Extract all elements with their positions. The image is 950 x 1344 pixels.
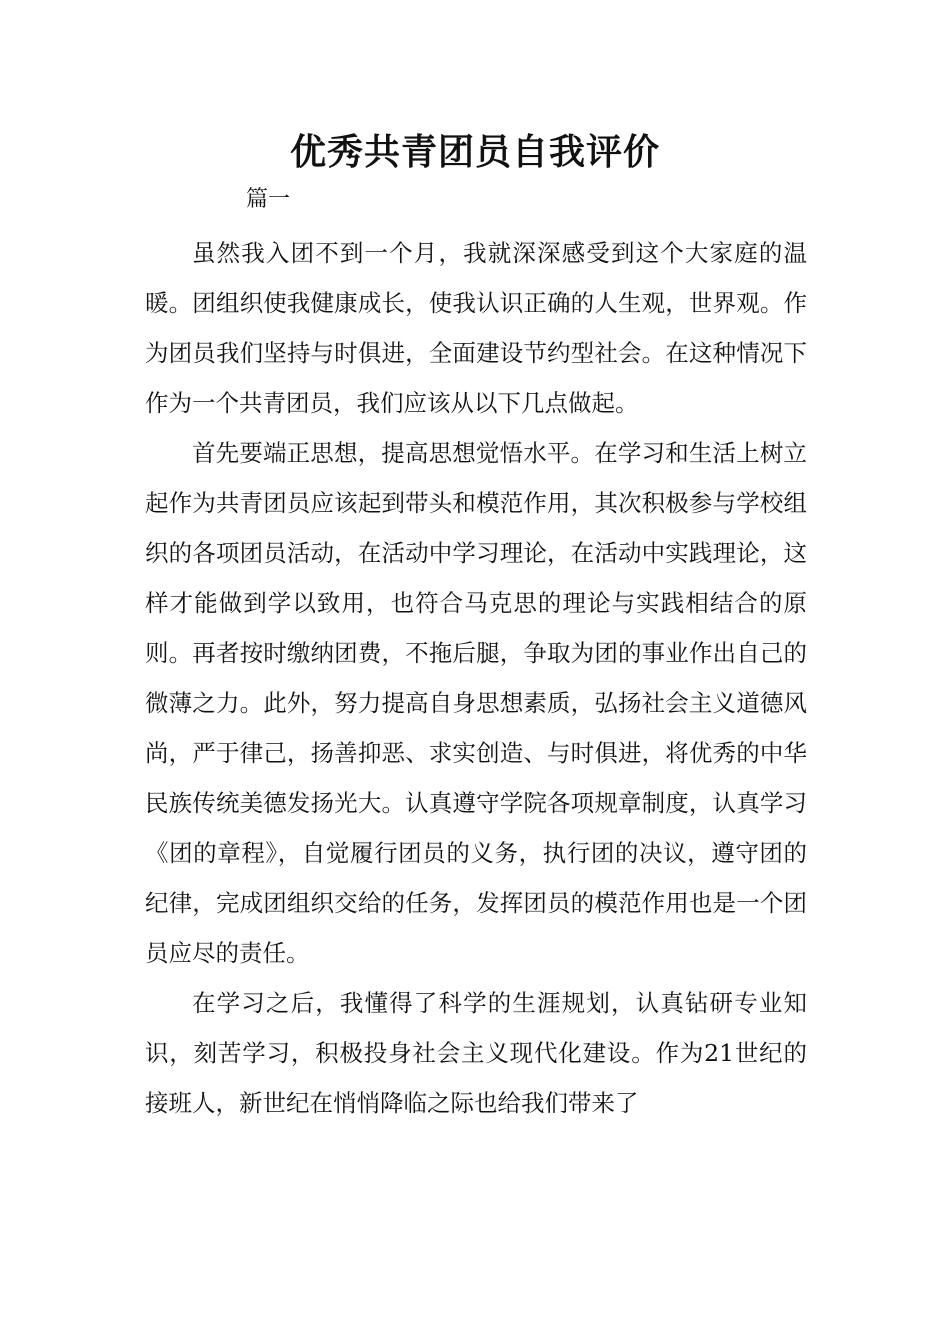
paragraph-3: 在学习之后，我懂得了科学的生涯规划，认真钻研专业知识，刻苦学习，积极投身社会主义现代化建设。作为21世纪的接班人，新世纪在悄悄降临之际也给我们带来了 <box>145 989 807 1117</box>
document-title: 优秀共青团员自我评价 <box>289 131 660 173</box>
section-label: 篇一 <box>246 187 291 212</box>
paragraph-1: 虽然我入团不到一个月，我就深深感受到这个大家庭的温暖。团组织使我健康成长，使我认识正确的人生观，世界观。作为团员我们坚持与时俱进，全面建设节约型社会。在这种情况下作为一个共青团员，我们应该从以下几点做起。 <box>145 239 807 417</box>
paragraph-2: 首先要端正思想，提高思想觉悟水平。在学习和生活上树立起作为共青团员应该起到带头和模范作用，其次积极参与学校组织的各项团员活动，在活动中学习理论，在活动中实践理论，这样才能做到学以致用，也符合马克思的理论与实践相结合的原则。再者按时缴纳团费，不拖后腿，争取为团的事业作出自己的微薄之力。此外，努力提高自身思想素质，弘扬社会主义道德风尚，严于律己，扬善抑恶、求实创造、与时俱进，将优秀的中华民族传统美德发扬光大。认真遵守学院各项规章制度，认真学习《团的章程》，自觉履行团员的义务，执行团的决议，遵守团的纪律，完成团组织交给的任务，发挥团员的模范作用也是一个团员应尽的责任。 <box>145 439 807 967</box>
document-body <box>145 228 807 1128</box>
